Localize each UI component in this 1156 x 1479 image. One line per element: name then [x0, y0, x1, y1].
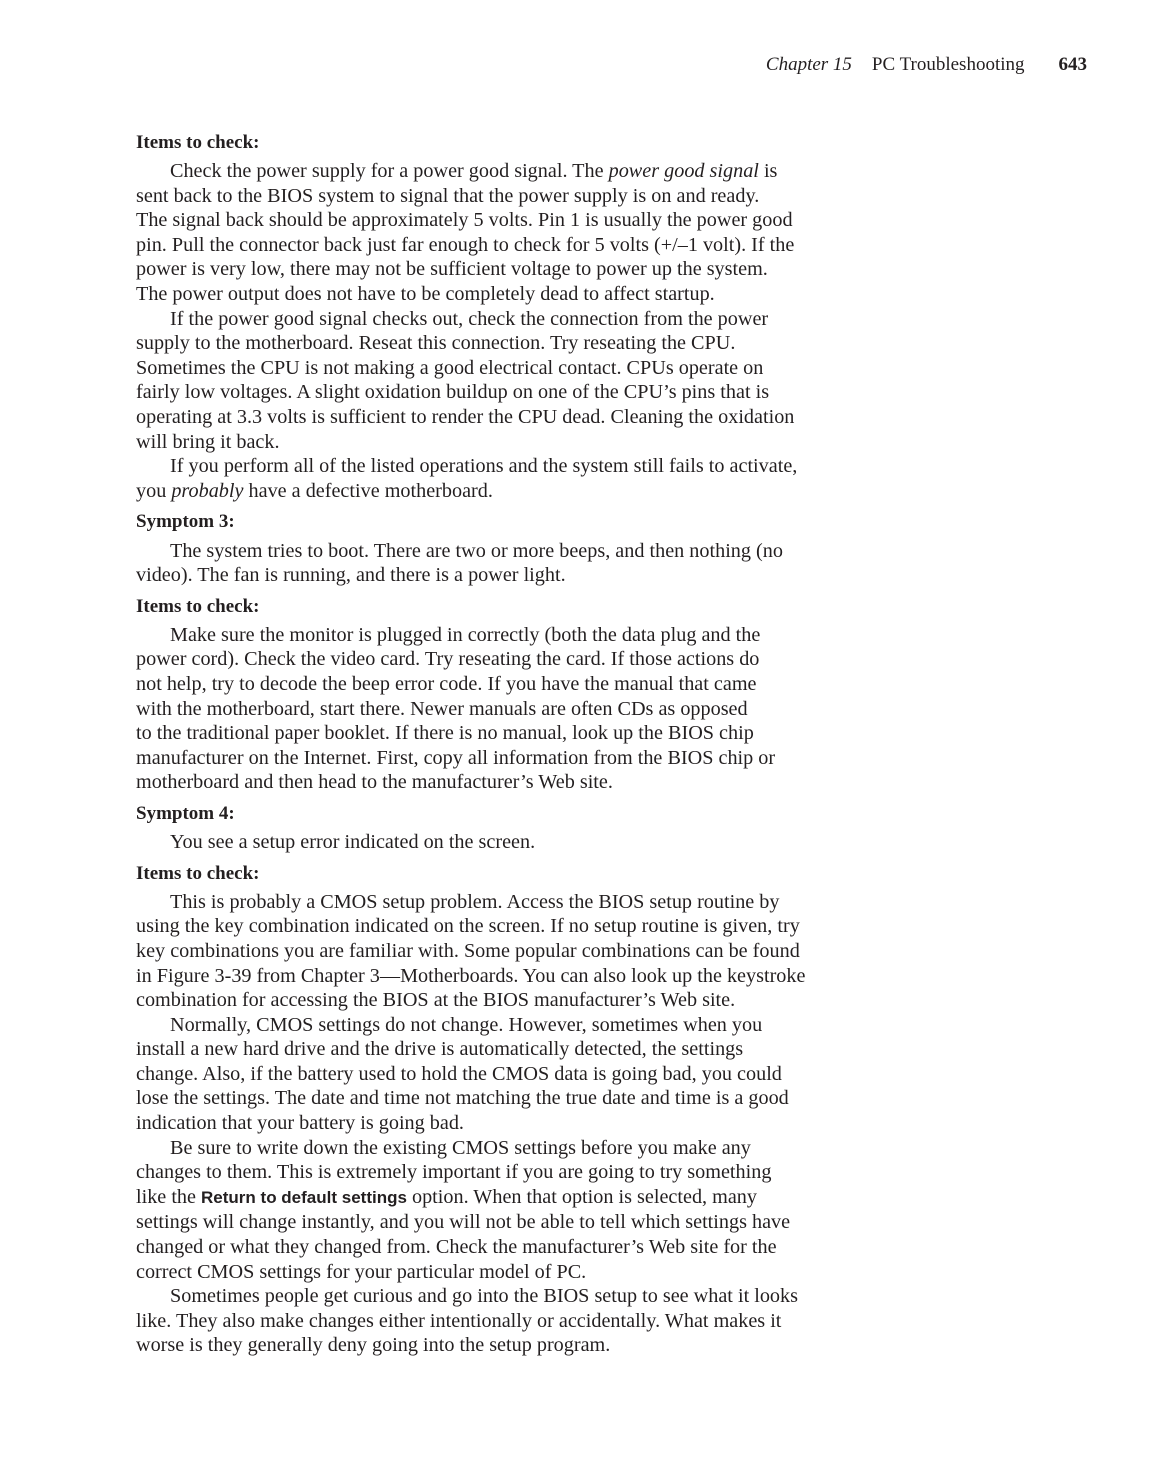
text-line: lose the settings. The date and time not matching the true date and time is a good — [136, 1087, 789, 1110]
text-line: The power output does not have to be completely dead to affect startup. — [136, 283, 715, 306]
text-line: The system tries to boot. There are two or more beeps, and then nothing (no — [170, 539, 783, 562]
paragraph — [136, 1136, 892, 1285]
section-heading: Items to check: — [136, 595, 260, 617]
paragraph — [136, 890, 892, 1013]
text-line: Sometimes people get curious and go into the BIOS setup to see what it looks — [170, 1285, 798, 1308]
paragraph — [136, 1284, 892, 1358]
text-line: change. Also, if the battery used to hold the CMOS data is going bad, you could — [136, 1062, 782, 1085]
text-line: worse is they generally deny going into the setup program. — [136, 1334, 611, 1357]
text-line: This is probably a CMOS setup problem. Access the BIOS setup routine by — [170, 890, 780, 913]
text-line: Normally, CMOS settings do not change. However, sometimes when you — [170, 1013, 763, 1036]
text-line: fairly low voltages. A slight oxidation buildup on one of the CPU’s pins that is — [136, 381, 770, 404]
paragraph — [136, 1013, 892, 1136]
paragraph — [136, 830, 892, 855]
text-line: Be sure to write down the existing CMOS settings before you make any — [170, 1136, 751, 1159]
section-items-to-check-2 — [136, 595, 892, 795]
section-items-to-check-1 — [136, 131, 892, 503]
paragraph — [136, 623, 892, 795]
text-line: video). The fan is running, and there is a power light. — [136, 564, 566, 587]
text-line: manufacturer on the Internet. First, copy all information from the BIOS chip or — [136, 746, 776, 769]
chapter-label: Chapter 15 — [765, 54, 852, 75]
text-line: power cord). Check the video card. Try reseating the card. If those actions do — [136, 648, 760, 671]
text-line: sent back to the BIOS system to signal that the power supply is on and ready. — [136, 184, 760, 207]
section-symptom-4 — [136, 802, 892, 855]
text-line: will bring it back. — [136, 430, 280, 453]
text-line: you probably have a defective motherboard. — [136, 479, 493, 502]
text-line: changes to them. This is extremely important if you are going to try something — [136, 1161, 772, 1184]
page-number: 643 — [1058, 54, 1087, 75]
text-line: Check the power supply for a power good signal. The power good signal is — [170, 160, 778, 183]
text-line: combination for accessing the BIOS at the BIOS manufacturer’s Web site. — [136, 989, 736, 1012]
text-line: changed or what they changed from. Check the manufacturer’s Web site for the — [136, 1236, 777, 1259]
section-heading: Items to check: — [136, 132, 260, 153]
text-line: in Figure 3-39 from Chapter 3—Motherboards. You can also look up the keystroke — [136, 964, 806, 987]
emphasis: power good signal — [608, 160, 759, 183]
text-line: like the Return to default settings option. When that option is selected, many — [136, 1185, 757, 1208]
ui-option-term: Return to default settings — [201, 1187, 407, 1207]
text-line: using the key combination indicated on the screen. If no setup routine is given, try — [136, 915, 800, 938]
section-items-to-check-3 — [136, 862, 892, 1358]
section-symptom-3 — [136, 510, 892, 587]
text-line: motherboard and then head to the manufacturer’s Web site. — [136, 771, 613, 794]
text-line: key combinations you are familiar with. Some popular combinations can be found — [136, 939, 800, 962]
section-heading: Symptom 4: — [136, 802, 235, 824]
paragraph — [136, 159, 892, 307]
section-heading: Symptom 3: — [136, 511, 235, 533]
paragraph — [136, 539, 892, 588]
text-line: correct CMOS settings for your particular model of PC. — [136, 1260, 587, 1283]
text-line: Make sure the monitor is plugged in correctly (both the data plug and the — [170, 623, 761, 646]
text-line: settings will change instantly, and you will not be able to tell which settings have — [136, 1211, 791, 1234]
text-line: power is very low, there may not be sufficient voltage to power up the system. — [136, 258, 768, 281]
emphasis: probably — [171, 479, 244, 502]
text-line: pin. Pull the connector back just far enough to check for 5 volts (+/–1 volt). If the — [136, 233, 795, 256]
text-line: to the traditional paper booklet. If there is no manual, look up the BIOS chip — [136, 722, 754, 745]
text-line: not help, try to decode the beep error code. If you have the manual that came — [136, 672, 757, 695]
text-line: with the motherboard, start there. Newer manuals are often CDs as opposed — [136, 697, 748, 720]
text-line: supply to the motherboard. Reseat this connection. Try reseating the CPU. — [136, 332, 736, 355]
running-head — [766, 52, 1087, 78]
text-line: operating at 3.3 volts is sufficient to render the CPU dead. Cleaning the oxidation — [136, 406, 795, 429]
text-line: You see a setup error indicated on the screen. — [170, 831, 536, 854]
page-body — [136, 131, 892, 1358]
text-line: If you perform all of the listed operations and the system still fails to activate, — [170, 455, 798, 478]
text-line: indication that your battery is going bad. — [136, 1112, 464, 1135]
paragraph — [136, 307, 892, 455]
chapter-title: PC Troubleshooting — [871, 54, 1025, 75]
text-line: like. They also make changes either intentionally or accidentally. What makes it — [136, 1309, 782, 1332]
paragraph — [136, 454, 892, 503]
text-line: The signal back should be approximately 5 volts. Pin 1 is usually the power good — [136, 209, 793, 232]
text-line: Sometimes the CPU is not making a good electrical contact. CPUs operate on — [136, 356, 764, 379]
text-line: If the power good signal checks out, check the connection from the power — [170, 307, 769, 330]
section-heading: Items to check: — [136, 862, 260, 884]
text-line: install a new hard drive and the drive is automatically detected, the settings — [136, 1038, 744, 1061]
